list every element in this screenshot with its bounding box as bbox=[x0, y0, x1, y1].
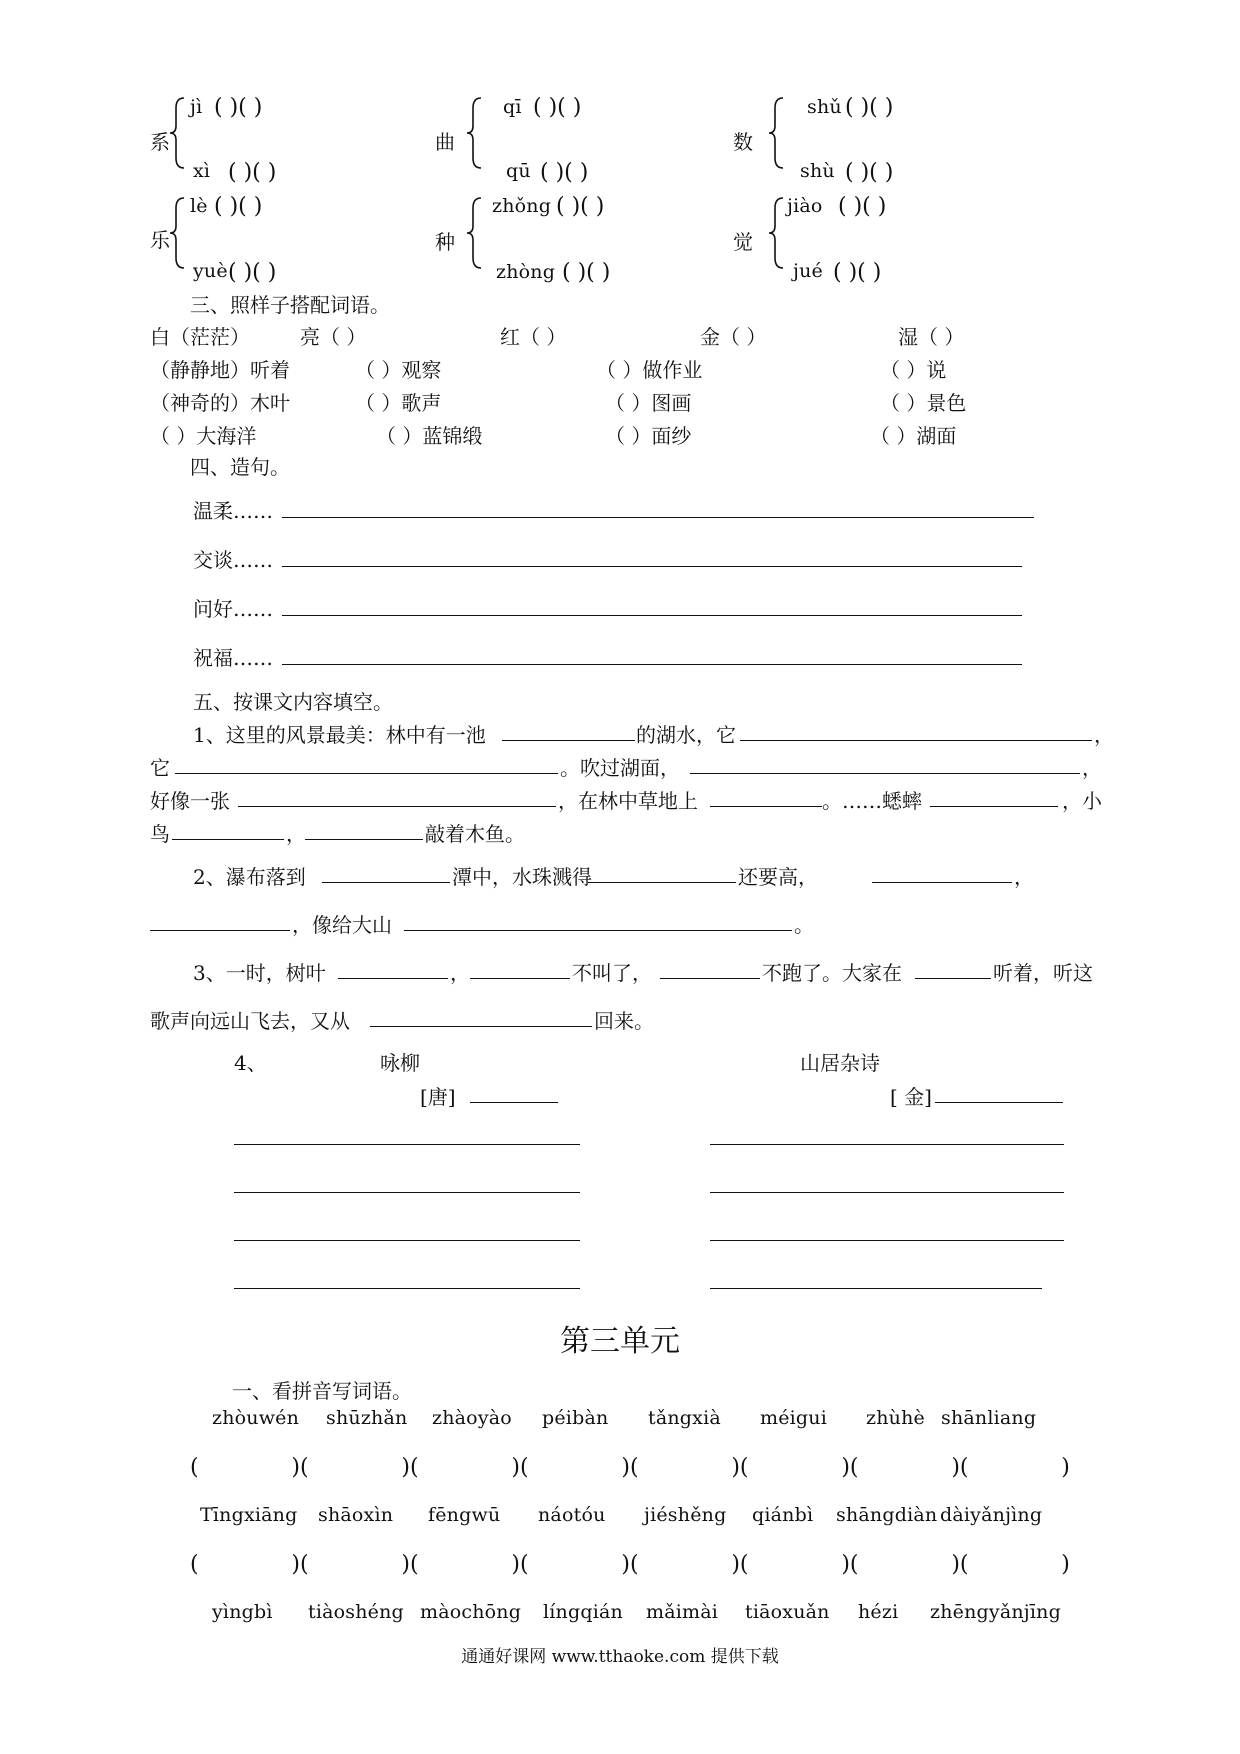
pinyin-word: péibàn bbox=[542, 1407, 609, 1429]
match-item: （静静地）听着 bbox=[150, 358, 290, 382]
match-item[interactable]: （ ）大海洋 bbox=[150, 424, 257, 448]
answer-blank[interactable]: ( )( ) bbox=[228, 260, 277, 285]
brace-icon bbox=[767, 196, 785, 270]
pinyin-word: tǎngxià bbox=[648, 1407, 721, 1429]
polyphone-reading: xì bbox=[193, 160, 211, 182]
blank-paren: )( bbox=[291, 1552, 309, 1577]
pinyin-word: méigui bbox=[760, 1407, 828, 1429]
blank-paren: )( bbox=[511, 1552, 529, 1577]
fill-blank[interactable] bbox=[370, 1026, 592, 1027]
fill-blank[interactable] bbox=[872, 882, 1012, 883]
match-item[interactable]: 亮（ ） bbox=[300, 325, 367, 349]
pinyin-word: shānliang bbox=[941, 1407, 1037, 1429]
author-blank[interactable] bbox=[470, 1102, 558, 1103]
write-blanks-row[interactable] bbox=[190, 1552, 1070, 1577]
poem-dynasty: [唐] bbox=[420, 1085, 456, 1109]
match-item[interactable]: （ ）面纱 bbox=[605, 424, 692, 448]
match-item[interactable]: （ ）蓝锦缎 bbox=[376, 424, 483, 448]
blank-paren: )( bbox=[731, 1455, 749, 1480]
fill-blank[interactable] bbox=[710, 806, 822, 807]
question-number: 4、 bbox=[234, 1051, 267, 1075]
brace-icon bbox=[465, 196, 483, 270]
polyphone-reading: qī bbox=[503, 96, 522, 118]
poem-line-blank[interactable] bbox=[710, 1192, 1064, 1193]
section-title: 五、按课文内容填空。 bbox=[193, 690, 393, 714]
pinyin-word: shāngdiàn bbox=[836, 1504, 938, 1526]
answer-blank[interactable]: ( )( ) bbox=[228, 160, 277, 185]
polyphone-reading: zhòng bbox=[496, 261, 556, 283]
blank-paren: )( bbox=[621, 1455, 639, 1480]
passage-text: 听着，听这 bbox=[993, 961, 1093, 985]
blank-paren: )( bbox=[841, 1552, 859, 1577]
match-item[interactable]: 金（ ） bbox=[700, 325, 767, 349]
polyphone-reading: jué bbox=[793, 260, 823, 282]
polyphone-char: 乐 bbox=[150, 228, 170, 252]
passage-text: 的湖水，它 bbox=[636, 723, 736, 747]
blank-paren: )( bbox=[951, 1552, 969, 1577]
sentence-prompt: 问好…… bbox=[193, 597, 273, 621]
poem-title: 山居杂诗 bbox=[800, 1051, 880, 1075]
answer-blank[interactable]: ( )( ) bbox=[214, 194, 263, 219]
fill-blank[interactable] bbox=[660, 978, 760, 979]
pinyin-word: màochōng bbox=[420, 1601, 522, 1623]
polyphone-reading: jì bbox=[190, 96, 203, 118]
author-blank[interactable] bbox=[935, 1102, 1063, 1103]
answer-blank[interactable]: ( )( ) bbox=[214, 95, 263, 120]
polyphone-reading: zhǒng bbox=[492, 195, 552, 217]
poem-line-blank[interactable] bbox=[234, 1288, 580, 1289]
fill-blank[interactable] bbox=[150, 930, 290, 931]
polyphone-reading: qū bbox=[506, 160, 531, 182]
pinyin-word: Tīngxiāng bbox=[200, 1504, 298, 1526]
fill-blank[interactable] bbox=[338, 978, 448, 979]
passage-text: 2、瀑布落到 bbox=[193, 865, 306, 889]
page-footer: 通通好课网 www.tthaoke.com 提供下载 bbox=[461, 1647, 779, 1667]
pinyin-word: qiánbì bbox=[752, 1504, 814, 1526]
poem-line-blank[interactable] bbox=[710, 1144, 1064, 1145]
passage-text: 敲着木鱼。 bbox=[425, 822, 525, 846]
poem-title: 咏柳 bbox=[380, 1051, 420, 1075]
poem-line-blank[interactable] bbox=[710, 1288, 1042, 1289]
answer-blank[interactable]: ( )( ) bbox=[833, 260, 882, 285]
write-blanks-row[interactable] bbox=[190, 1455, 1070, 1480]
match-item[interactable]: （ ）图画 bbox=[605, 391, 692, 415]
pinyin-word: shūzhǎn bbox=[326, 1407, 408, 1429]
blank-paren: )( bbox=[841, 1455, 859, 1480]
poem-line-blank[interactable] bbox=[710, 1240, 1064, 1241]
pinyin-word: zhùhè bbox=[866, 1407, 925, 1429]
fill-blank[interactable] bbox=[322, 882, 450, 883]
blank-paren: )( bbox=[951, 1455, 969, 1480]
passage-text: 1、这里的风景最美：林中有一池 bbox=[193, 723, 486, 747]
answer-line[interactable] bbox=[282, 615, 1022, 616]
sentence-prompt: 交谈…… bbox=[193, 548, 273, 572]
passage-text: 好像一张 bbox=[150, 789, 230, 813]
blank-paren: ) bbox=[1061, 1455, 1070, 1480]
answer-blank[interactable]: ( )( ) bbox=[556, 194, 605, 219]
passage-text: 还要高， bbox=[738, 865, 818, 889]
pinyin-word: tiāoxuǎn bbox=[745, 1601, 830, 1623]
passage-text: 它 bbox=[150, 756, 170, 780]
passage-text: 不叫了， bbox=[572, 961, 652, 985]
fill-blank[interactable] bbox=[172, 839, 284, 840]
match-item[interactable]: （ ）湖面 bbox=[870, 424, 957, 448]
passage-text: 歌声向远山飞去，又从 bbox=[150, 1009, 350, 1033]
blank-paren: )( bbox=[291, 1455, 309, 1480]
passage-text: 3、一时，树叶 bbox=[193, 961, 326, 985]
fill-blank[interactable] bbox=[238, 806, 556, 807]
blank-paren: )( bbox=[731, 1552, 749, 1577]
answer-line[interactable] bbox=[282, 517, 1034, 518]
passage-text: ， bbox=[1094, 723, 1114, 747]
answer-line[interactable] bbox=[282, 566, 1022, 567]
match-item[interactable]: （ ）歌声 bbox=[355, 391, 442, 415]
answer-line[interactable] bbox=[282, 664, 1022, 665]
passage-text: 回来。 bbox=[594, 1009, 654, 1033]
fill-blank[interactable] bbox=[175, 773, 558, 774]
match-item: （神奇的）木叶 bbox=[150, 391, 290, 415]
pinyin-word: língqián bbox=[543, 1601, 623, 1623]
polyphone-reading: jiào bbox=[787, 195, 823, 217]
sentence-prompt: 温柔…… bbox=[193, 499, 273, 523]
pinyin-word: mǎimài bbox=[646, 1601, 719, 1623]
answer-blank[interactable]: ( )( ) bbox=[845, 160, 894, 185]
match-item[interactable]: （ ）观察 bbox=[355, 358, 442, 382]
match-item[interactable]: （ ）做作业 bbox=[596, 358, 703, 382]
pinyin-word: zhòuwén bbox=[212, 1407, 300, 1429]
passage-text: ，小 bbox=[1062, 789, 1102, 813]
blank-paren: ( bbox=[190, 1455, 199, 1480]
passage-text: ， bbox=[1014, 865, 1034, 889]
pinyin-word: tiàoshéng bbox=[308, 1601, 404, 1623]
poem-line-blank[interactable] bbox=[234, 1144, 580, 1145]
pinyin-word: náotóu bbox=[538, 1504, 606, 1526]
polyphone-reading: shù bbox=[800, 160, 835, 182]
section-title: 一、看拼音写词语。 bbox=[232, 1379, 412, 1403]
polyphone-reading: lè bbox=[190, 195, 208, 217]
fill-blank[interactable] bbox=[305, 839, 423, 840]
answer-blank[interactable]: ( )( ) bbox=[845, 95, 894, 120]
blank-paren: )( bbox=[401, 1455, 419, 1480]
section-title: 三、照样子搭配词语。 bbox=[190, 293, 390, 317]
pinyin-word: hézi bbox=[858, 1601, 899, 1623]
answer-blank[interactable]: ( )( ) bbox=[838, 194, 887, 219]
answer-blank[interactable]: ( )( ) bbox=[533, 95, 582, 120]
poem-line-blank[interactable] bbox=[234, 1240, 580, 1241]
fill-blank[interactable] bbox=[930, 806, 1058, 807]
passage-text: 。 bbox=[794, 913, 814, 937]
passage-text: ， bbox=[1082, 756, 1102, 780]
passage-text: 不跑了。大家在 bbox=[762, 961, 902, 985]
pinyin-word: yìngbì bbox=[212, 1601, 273, 1623]
polyphone-char: 数 bbox=[733, 130, 753, 154]
fill-blank[interactable] bbox=[404, 930, 792, 931]
polyphone-reading: shǔ bbox=[807, 96, 842, 118]
blank-paren: )( bbox=[621, 1552, 639, 1577]
fill-blank[interactable] bbox=[588, 882, 736, 883]
match-item[interactable]: （ ）说 bbox=[880, 358, 947, 382]
pinyin-word: zhàoyào bbox=[432, 1407, 512, 1429]
pinyin-word: jiéshěng bbox=[644, 1504, 727, 1526]
blank-paren: ( bbox=[190, 1552, 199, 1577]
brace-icon bbox=[168, 96, 186, 170]
fill-blank[interactable] bbox=[690, 773, 1080, 774]
blank-paren: ) bbox=[1061, 1552, 1070, 1577]
unit-heading: 第三单元 bbox=[560, 1324, 680, 1359]
fill-blank[interactable] bbox=[470, 978, 570, 979]
passage-text: ， bbox=[286, 822, 306, 846]
fill-blank[interactable] bbox=[502, 740, 635, 741]
passage-text: 鸟 bbox=[150, 822, 170, 846]
pinyin-word: shāoxìn bbox=[318, 1504, 394, 1526]
poem-dynasty: [ 金] bbox=[890, 1085, 932, 1109]
pinyin-word: dàiyǎnjìng bbox=[940, 1504, 1043, 1526]
poem-line-blank[interactable] bbox=[234, 1192, 580, 1193]
polyphone-char: 觉 bbox=[733, 230, 753, 254]
answer-blank[interactable]: ( )( ) bbox=[562, 260, 611, 285]
passage-text: 潭中，水珠溅得 bbox=[452, 865, 592, 889]
match-item[interactable]: （ ）景色 bbox=[880, 391, 967, 415]
passage-text: 。……蟋蟀 bbox=[822, 789, 922, 813]
brace-icon bbox=[168, 196, 186, 270]
polyphone-char: 曲 bbox=[435, 130, 455, 154]
match-item[interactable]: 红（ ） bbox=[500, 325, 567, 349]
match-item[interactable]: 湿（ ） bbox=[898, 325, 965, 349]
match-item: 白（茫茫） bbox=[150, 325, 250, 349]
section-title: 四、造句。 bbox=[190, 455, 290, 479]
blank-paren: )( bbox=[511, 1455, 529, 1480]
polyphone-char: 种 bbox=[435, 230, 455, 254]
sentence-prompt: 祝福…… bbox=[193, 646, 273, 670]
passage-text: ，像给大山 bbox=[292, 913, 392, 937]
passage-text: ， bbox=[450, 961, 470, 985]
fill-blank[interactable] bbox=[915, 978, 991, 979]
answer-blank[interactable]: ( )( ) bbox=[540, 160, 589, 185]
blank-paren: )( bbox=[401, 1552, 419, 1577]
polyphone-char: 系 bbox=[150, 130, 170, 154]
polyphone-reading: yuè bbox=[193, 260, 228, 282]
fill-blank[interactable] bbox=[740, 740, 1092, 741]
brace-icon bbox=[465, 96, 483, 170]
passage-text: ，在林中草地上 bbox=[558, 789, 698, 813]
pinyin-word: fēngwū bbox=[428, 1504, 501, 1526]
passage-text: 。吹过湖面， bbox=[560, 756, 680, 780]
brace-icon bbox=[767, 96, 785, 170]
pinyin-word: zhēngyǎnjīng bbox=[930, 1601, 1061, 1623]
